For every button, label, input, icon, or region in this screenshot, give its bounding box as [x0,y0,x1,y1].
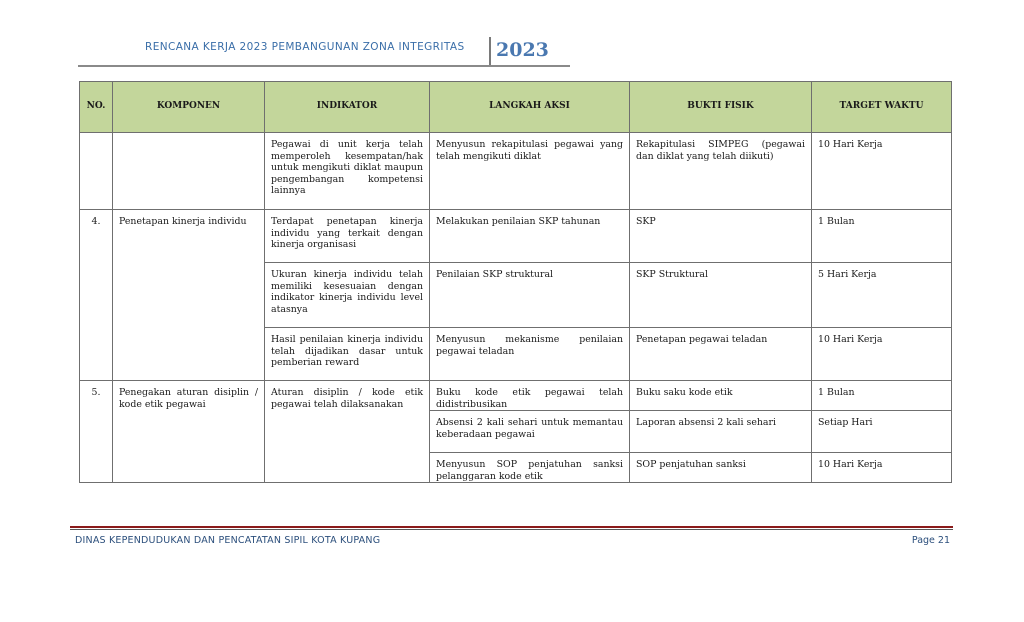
page-number: Page 21 [911,535,950,546]
column-header-langkah-aksi: LANGKAH AKSI [430,82,630,133]
column-header-bukti-fisik: BUKTI FISIK [630,82,812,133]
cell-langkah-aksi: Buku kode etik pegawai telah didistribusikan [430,381,630,411]
column-header-no: NO. [80,82,113,133]
cell-target-waktu: 1 Bulan [812,381,952,411]
table-row [80,210,952,263]
table-row [80,381,952,411]
column-header-komponen: KOMPONEN [113,82,265,133]
cell-indikator: Ukuran kinerja individu telah memiliki kesesuaian dengan indikator kinerja individu level atasnya [265,263,430,328]
cell-target-waktu: 5 Hari Kerja [812,263,952,328]
cell-no: 5. [80,381,113,483]
footer-organization: DINAS KEPENDUDUKAN DAN PENCATATAN SIPIL KOTA KUPANG [75,535,381,546]
column-header-indikator: INDIKATOR [265,82,430,133]
cell-langkah-aksi: Melakukan penilaian SKP tahunan [430,210,630,263]
cell-bukti-fisik: Buku saku kode etik [630,381,812,411]
cell-komponen [113,133,265,210]
table-header-row [80,82,952,133]
cell-bukti-fisik: Rekapitulasi SIMPEG (pegawai dan diklat yang telah diikuti) [630,133,812,210]
cell-target-waktu: 1 Bulan [812,210,952,263]
work-plan-table [79,81,952,483]
cell-bukti-fisik: SKP Struktural [630,263,812,328]
cell-bukti-fisik: SKP [630,210,812,263]
cell-indikator: Hasil penilaian kinerja individu telah dijadikan dasar untuk pemberian reward [265,328,430,381]
column-header-target-waktu: TARGET WAKTU [812,82,952,133]
table-row [80,133,952,210]
cell-langkah-aksi: Absensi 2 kali sehari untuk memantau keberadaan pegawai [430,411,630,453]
cell-komponen: Penegakan aturan disiplin / kode etik pegawai [113,381,265,483]
footer-rule-accent [70,526,953,528]
cell-langkah-aksi: Penilaian SKP struktural [430,263,630,328]
cell-langkah-aksi: Menyusun SOP penjatuhan sanksi pelanggaran kode etik [430,453,630,483]
cell-bukti-fisik: Penetapan pegawai teladan [630,328,812,381]
cell-bukti-fisik: Laporan absensi 2 kali sehari [630,411,812,453]
cell-no [80,133,113,210]
cell-no: 4. [80,210,113,381]
footer-rule [70,529,953,530]
cell-langkah-aksi: Menyusun mekanisme penilaian pegawai teladan [430,328,630,381]
cell-langkah-aksi: Menyusun rekapitulasi pegawai yang telah mengikuti diklat [430,133,630,210]
cell-indikator: Pegawai di unit kerja telah memperoleh kesempatan/hak untuk mengikuti diklat maupun pengembangan kompetensi lainnya [265,133,430,210]
cell-target-waktu: 10 Hari Kerja [812,133,952,210]
cell-target-waktu: 10 Hari Kerja [812,453,952,483]
document-header-year: 2023 [496,39,549,61]
cell-indikator: Aturan disiplin / kode etik pegawai telah dilaksanakan [265,381,430,483]
cell-target-waktu: 10 Hari Kerja [812,328,952,381]
cell-bukti-fisik: SOP penjatuhan sanksi [630,453,812,483]
header-divider [489,37,491,67]
cell-komponen: Penetapan kinerja individu [113,210,265,381]
cell-target-waktu: Setiap Hari [812,411,952,453]
header-underline [78,65,570,67]
cell-indikator: Terdapat penetapan kinerja individu yang terkait dengan kinerja organisasi [265,210,430,263]
document-header-title: RENCANA KERJA 2023 PEMBANGUNAN ZONA INTEGRITAS [145,41,465,53]
